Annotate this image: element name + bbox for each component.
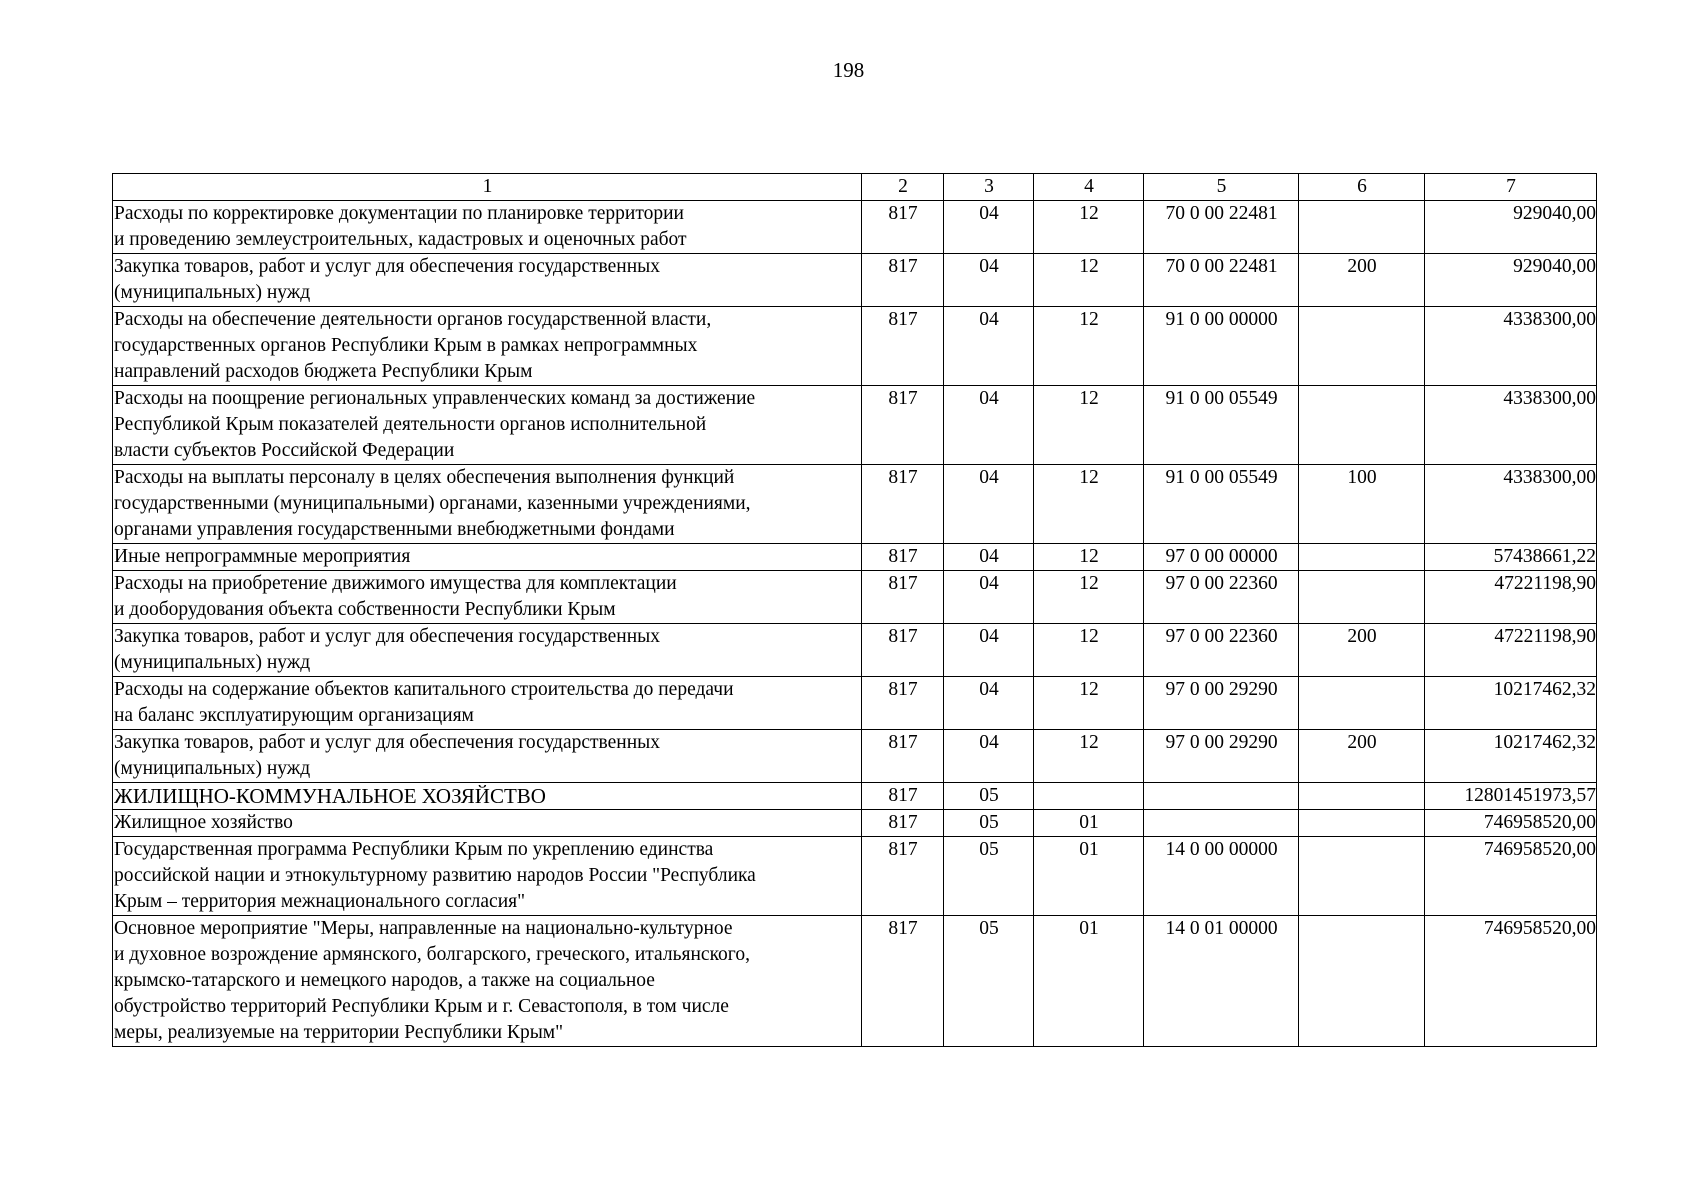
header-col-2: 2 <box>862 174 944 201</box>
row-grbs-code: 817 <box>862 571 944 624</box>
row-amount: 12801451973,57 <box>1425 783 1597 810</box>
row-name-line: направлений расходов бюджета Республики Крым <box>114 361 533 382</box>
row-name-line: Расходы на обеспечение деятельности органов государственной власти, <box>114 309 712 330</box>
row-target-article-code: 97 0 00 29290 <box>1144 730 1299 783</box>
row-grbs-code: 817 <box>862 837 944 916</box>
row-subsection-code: 12 <box>1034 624 1144 677</box>
row-amount: 47221198,90 <box>1425 624 1597 677</box>
row-name-line: крымско-татарского и немецкого народов, а также на социальное <box>114 970 655 991</box>
row-grbs-code: 817 <box>862 810 944 837</box>
header-row <box>113 174 1597 201</box>
row-target-article-code: 97 0 00 29290 <box>1144 677 1299 730</box>
row-expense-type-code: 100 <box>1299 465 1425 544</box>
header-col-7: 7 <box>1425 174 1597 201</box>
row-amount: 746958520,00 <box>1425 916 1597 1047</box>
table-row <box>113 624 1597 677</box>
table-row <box>113 307 1597 386</box>
row-name <box>113 916 862 1047</box>
row-target-article-code: 91 0 00 05549 <box>1144 465 1299 544</box>
table-row <box>113 386 1597 465</box>
row-target-article-code: 70 0 00 22481 <box>1144 201 1299 254</box>
row-name-line: и дооборудования объекта собственности Республики Крым <box>114 599 616 620</box>
row-section-code: 05 <box>944 916 1034 1047</box>
row-name-line: Расходы на приобретение движимого имущества для комплектации <box>114 573 677 594</box>
row-name-line: Жилищное хозяйство <box>114 812 293 833</box>
row-name-line: (муниципальных) нужд <box>114 282 311 303</box>
row-name-line: меры, реализуемые на территории Республики Крым" <box>114 1022 564 1043</box>
row-expense-type-code <box>1299 386 1425 465</box>
row-name-line: Расходы на содержание объектов капитального строительства до передачи <box>114 679 734 700</box>
row-name-line: государственными (муниципальными) органами, казенными учреждениями, <box>114 493 751 514</box>
row-section-code: 04 <box>944 386 1034 465</box>
row-name-line: Иные непрограммные мероприятия <box>114 546 411 567</box>
row-name-line: Расходы на поощрение региональных управленческих команд за достижение <box>114 388 756 409</box>
row-target-article-code <box>1144 810 1299 837</box>
row-name-line: ЖИЛИЩНО-КОММУНАЛЬНОЕ ХОЗЯЙСТВО <box>114 784 546 808</box>
row-name-line: Закупка товаров, работ и услуг для обеспечения государственных <box>114 626 661 647</box>
row-grbs-code: 817 <box>862 677 944 730</box>
row-subsection-code: 12 <box>1034 201 1144 254</box>
table-row <box>113 465 1597 544</box>
row-grbs-code: 817 <box>862 386 944 465</box>
row-name <box>113 810 862 837</box>
row-name <box>113 783 862 810</box>
row-amount: 929040,00 <box>1425 201 1597 254</box>
row-grbs-code: 817 <box>862 544 944 571</box>
row-subsection-code: 12 <box>1034 386 1144 465</box>
row-expense-type-code <box>1299 916 1425 1047</box>
row-expense-type-code <box>1299 571 1425 624</box>
row-name-line: обустройство территорий Республики Крым и г. Севастополя, в том числе <box>114 996 729 1017</box>
row-name <box>113 624 862 677</box>
row-name-line: Закупка товаров, работ и услуг для обеспечения государственных <box>114 732 661 753</box>
table-row <box>113 677 1597 730</box>
row-name <box>113 386 862 465</box>
row-subsection-code: 12 <box>1034 730 1144 783</box>
row-name-line: Расходы на выплаты персоналу в целях обеспечения выполнения функций <box>114 467 735 488</box>
row-amount: 47221198,90 <box>1425 571 1597 624</box>
row-target-article-code: 97 0 00 22360 <box>1144 571 1299 624</box>
row-expense-type-code <box>1299 810 1425 837</box>
header-col-4: 4 <box>1034 174 1144 201</box>
row-expense-type-code: 200 <box>1299 254 1425 307</box>
row-name-line: Государственная программа Республики Крым по укреплению единства <box>114 839 714 860</box>
row-amount: 929040,00 <box>1425 254 1597 307</box>
table-header <box>113 174 1597 201</box>
header-col-1: 1 <box>113 174 862 201</box>
row-subsection-code <box>1034 783 1144 810</box>
row-expense-type-code <box>1299 783 1425 810</box>
row-subsection-code: 12 <box>1034 307 1144 386</box>
table-row <box>113 783 1597 810</box>
row-name-line: власти субъектов Российской Федерации <box>114 440 455 461</box>
row-subsection-code: 01 <box>1034 916 1144 1047</box>
row-section-code: 04 <box>944 544 1034 571</box>
row-target-article-code <box>1144 783 1299 810</box>
row-grbs-code: 817 <box>862 730 944 783</box>
row-expense-type-code <box>1299 677 1425 730</box>
row-name-line: Закупка товаров, работ и услуг для обеспечения государственных <box>114 256 661 277</box>
row-section-code: 04 <box>944 254 1034 307</box>
row-grbs-code: 817 <box>862 307 944 386</box>
row-subsection-code: 12 <box>1034 465 1144 544</box>
row-expense-type-code <box>1299 307 1425 386</box>
row-amount: 4338300,00 <box>1425 307 1597 386</box>
row-section-code: 05 <box>944 837 1034 916</box>
row-section-code: 04 <box>944 307 1034 386</box>
row-target-article-code: 91 0 00 00000 <box>1144 307 1299 386</box>
row-name-line: государственных органов Республики Крым в рамках непрограммных <box>114 335 698 356</box>
table-row <box>113 810 1597 837</box>
table-row <box>113 916 1597 1047</box>
row-amount: 4338300,00 <box>1425 465 1597 544</box>
row-expense-type-code <box>1299 201 1425 254</box>
row-section-code: 05 <box>944 810 1034 837</box>
row-expense-type-code: 200 <box>1299 624 1425 677</box>
row-subsection-code: 12 <box>1034 254 1144 307</box>
budget-table <box>112 173 1597 1047</box>
row-subsection-code: 12 <box>1034 677 1144 730</box>
table-row <box>113 201 1597 254</box>
row-name <box>113 201 862 254</box>
row-expense-type-code <box>1299 544 1425 571</box>
row-name-line: на баланс эксплуатирующим организациям <box>114 705 474 726</box>
header-col-6: 6 <box>1299 174 1425 201</box>
page-number: 198 <box>832 58 865 82</box>
row-name-line: Расходы по корректировке документации по планировке территории <box>114 203 684 224</box>
header-col-3: 3 <box>944 174 1034 201</box>
row-section-code: 05 <box>944 783 1034 810</box>
row-name <box>113 571 862 624</box>
row-subsection-code: 01 <box>1034 837 1144 916</box>
row-amount: 4338300,00 <box>1425 386 1597 465</box>
table-row <box>113 254 1597 307</box>
row-amount: 10217462,32 <box>1425 730 1597 783</box>
row-target-article-code: 97 0 00 22360 <box>1144 624 1299 677</box>
row-name-line: (муниципальных) нужд <box>114 758 311 779</box>
row-target-article-code: 91 0 00 05549 <box>1144 386 1299 465</box>
table-row <box>113 544 1597 571</box>
row-target-article-code: 14 0 01 00000 <box>1144 916 1299 1047</box>
row-amount: 746958520,00 <box>1425 837 1597 916</box>
row-grbs-code: 817 <box>862 254 944 307</box>
row-section-code: 04 <box>944 624 1034 677</box>
row-expense-type-code: 200 <box>1299 730 1425 783</box>
table-row <box>113 571 1597 624</box>
row-subsection-code: 01 <box>1034 810 1144 837</box>
table-body <box>113 201 1597 1047</box>
row-name-line: и духовное возрождение армянского, болгарского, греческого, итальянского, <box>114 944 750 965</box>
header-col-5: 5 <box>1144 174 1299 201</box>
row-subsection-code: 12 <box>1034 544 1144 571</box>
row-target-article-code: 14 0 00 00000 <box>1144 837 1299 916</box>
row-grbs-code: 817 <box>862 201 944 254</box>
row-target-article-code: 97 0 00 00000 <box>1144 544 1299 571</box>
row-name <box>113 677 862 730</box>
row-name-line: (муниципальных) нужд <box>114 652 311 673</box>
row-section-code: 04 <box>944 571 1034 624</box>
row-name-line: Крым – территория межнационального согласия" <box>114 891 526 912</box>
row-amount: 57438661,22 <box>1425 544 1597 571</box>
row-name-line: российской нации и этнокультурному развитию народов России "Республика <box>114 865 756 886</box>
row-grbs-code: 817 <box>862 624 944 677</box>
row-name <box>113 254 862 307</box>
row-name <box>113 837 862 916</box>
row-subsection-code: 12 <box>1034 571 1144 624</box>
row-section-code: 04 <box>944 730 1034 783</box>
row-grbs-code: 817 <box>862 783 944 810</box>
row-section-code: 04 <box>944 677 1034 730</box>
row-grbs-code: 817 <box>862 465 944 544</box>
row-section-code: 04 <box>944 201 1034 254</box>
row-section-code: 04 <box>944 465 1034 544</box>
row-name <box>113 465 862 544</box>
row-expense-type-code <box>1299 837 1425 916</box>
table-row <box>113 730 1597 783</box>
row-target-article-code: 70 0 00 22481 <box>1144 254 1299 307</box>
row-name <box>113 544 862 571</box>
row-amount: 746958520,00 <box>1425 810 1597 837</box>
row-name-line: Республикой Крым показателей деятельности органов исполнительной <box>114 414 707 435</box>
row-name-line: Основное мероприятие "Меры, направленные на национально-культурное <box>114 918 733 939</box>
row-grbs-code: 817 <box>862 916 944 1047</box>
row-name <box>113 730 862 783</box>
row-amount: 10217462,32 <box>1425 677 1597 730</box>
row-name-line: и проведению землеустроительных, кадастровых и оценочных работ <box>114 229 687 250</box>
row-name-line: органами управления государственными внебюджетными фондами <box>114 519 675 540</box>
table-row <box>113 837 1597 916</box>
row-name <box>113 307 862 386</box>
